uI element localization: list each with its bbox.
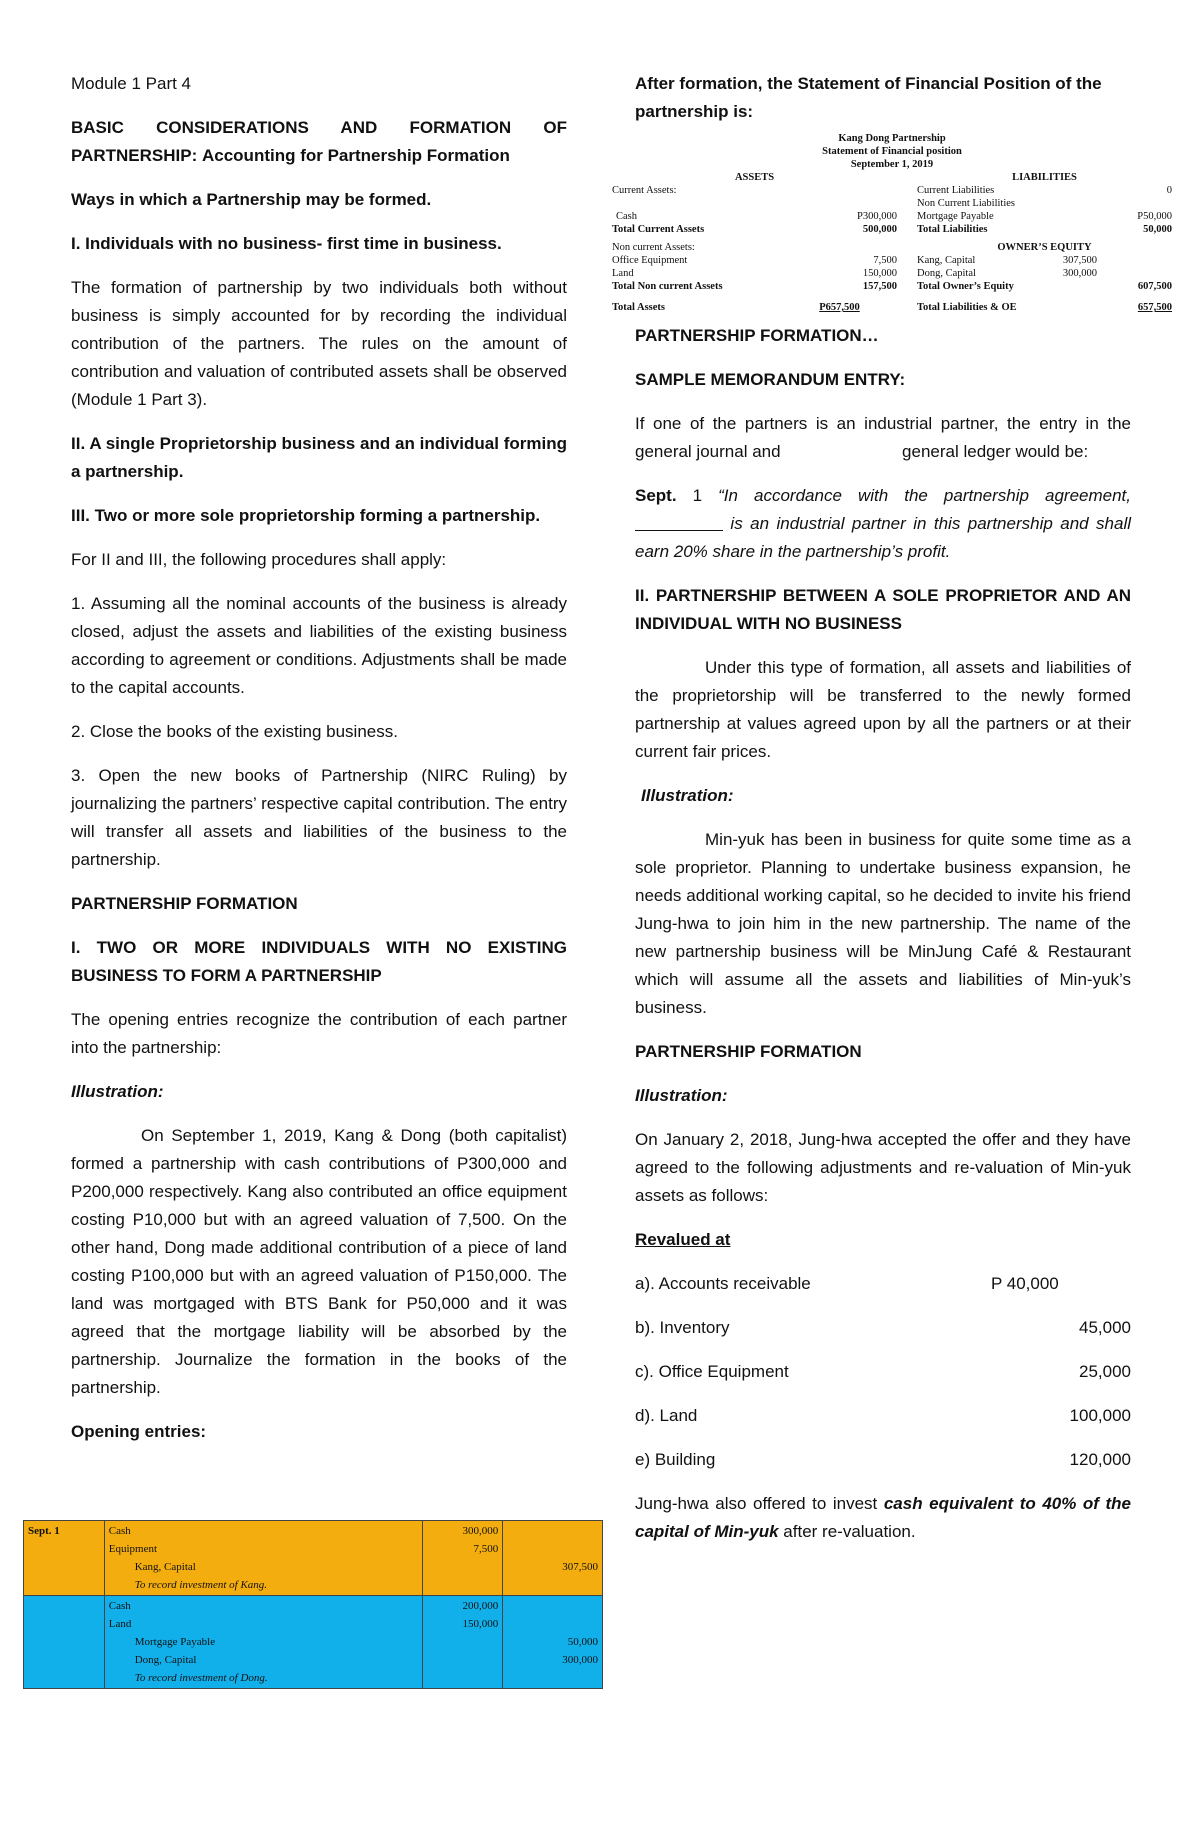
sfp-total-assets: Total Assets — [612, 302, 665, 313]
sept-label: Sept. — [635, 486, 677, 505]
journal-account: Mortgage Payable — [134, 1636, 216, 1648]
sfp-mortgage-amount: P50,000 — [1137, 211, 1172, 222]
sept-quote-b: is an industrial partner in this partnership and shall earn 20% share in the partnership’s profit. — [635, 514, 1131, 561]
sfp-total-current-assets: Total Current Assets — [612, 224, 705, 235]
heading-bold: BASIC CONSIDERATIONS AND FORMATION OF PARTNERSHIP: — [71, 118, 567, 165]
sfp-date: September 1, 2019 — [850, 159, 934, 170]
journal-accounts-kang — [104, 1521, 423, 1596]
sept-number: 1 — [676, 486, 719, 505]
journal-account: Kang, Capital — [134, 1561, 196, 1573]
illustration-label-2: Illustration: — [635, 1086, 728, 1105]
journal-account: Land — [108, 1618, 132, 1630]
procedures-intro: For II and III, the following procedures shall apply: — [71, 550, 447, 569]
journal-credits-dong — [503, 1596, 603, 1689]
partnership-formation-heading: PARTNERSHIP FORMATION — [71, 894, 298, 913]
right-column — [612, 70, 1172, 1562]
sfp-owners-equity-heading: OWNER’S EQUITY — [997, 242, 1092, 253]
memorandum-text-a: If one of the partners is an industrial partner, the entry in the general journal and — [635, 414, 1131, 461]
sfp-total-liabilities-oe-amount: 657,500 — [1137, 302, 1172, 313]
heading-rest: Accounting for Partnership Formation — [201, 146, 510, 165]
journal-debit: 300,000 — [462, 1525, 499, 1537]
after-formation-text: After formation, the Statement of Financial Position of the partnership is: — [635, 74, 1102, 121]
sfp-noncurrent-assets: Non current Assets: — [612, 242, 695, 253]
ways-heading: Ways in which a Partnership may be formed. — [71, 190, 432, 209]
revaluation-item — [635, 1314, 1131, 1342]
sfp-total-noncurrent-assets: Total Non current Assets — [612, 281, 723, 292]
revaluation-item — [635, 1446, 1131, 1474]
journal-credit: 50,000 — [567, 1636, 598, 1648]
statement-of-financial-position — [612, 132, 1172, 314]
final-text-c: after re-valuation. — [778, 1522, 916, 1541]
journal-debits-kang — [423, 1521, 503, 1596]
journal-row-dong — [24, 1596, 603, 1689]
revaluation-amount: 45,000 — [1079, 1318, 1131, 1337]
opening-text: The opening entries recognize the contribution of each partner into the partnership: — [71, 1010, 567, 1057]
final-text-a: Jung-hwa also offered to invest — [635, 1494, 884, 1513]
sfp-kang-capital: Kang, Capital — [917, 255, 976, 266]
blank-line — [635, 512, 723, 531]
sfp-kang-capital-amount: 307,500 — [1062, 255, 1097, 266]
revaluation-amount: 120,000 — [1069, 1450, 1131, 1469]
sfp-total-owners-equity-amount: 607,500 — [1137, 281, 1172, 292]
section2-heading-right: II. PARTNERSHIP BETWEEN A SOLE PROPRIETOR AND AN INDIVIDUAL WITH NO BUSINESS — [635, 586, 1131, 633]
minyuk-illustration-text: Min-yuk has been in business for quite some time as a sole proprietor. Planning to undertake business expansion, he needs additional working capital, so he decided to invite his friend Jung-hwa to join him in the new partnership. The name of the new partnership business will be MinJung Café & Restaurant which will assume all the assets and liabilities of Min-yuk’s business. — [635, 830, 1131, 1017]
sfp-current-assets: Current Assets: — [612, 185, 677, 196]
journal-accounts-dong — [104, 1596, 423, 1689]
journal-debits-dong — [423, 1596, 503, 1689]
sfp-total-noncurrent-assets-amount: 157,500 — [862, 281, 897, 292]
procedure-2: 2. Close the books of the existing business. — [71, 722, 398, 741]
left-column — [71, 70, 567, 1462]
revaluation-label: c). Office Equipment — [635, 1362, 789, 1381]
final-text-b: cash equivalent to 40% of the capital of Min-yuk — [635, 1494, 1131, 1541]
sfp-statement-title: Statement of Financial position — [822, 146, 962, 157]
memorandum-text-b: general ledger would be: — [902, 442, 1089, 461]
revaluation-amount: P 40,000 — [991, 1274, 1059, 1293]
partnership-formation-subheading: I. TWO OR MORE INDIVIDUALS WITH NO EXISTING BUSINESS TO FORM A PARTNERSHIP — [71, 938, 567, 985]
journal-account: Cash — [108, 1525, 131, 1537]
sfp-office-equipment: Office Equipment — [612, 255, 688, 266]
sfp-noncurrent-liabilities: Non Current Liabilities — [917, 198, 1015, 209]
sfp-company: Kang Dong Partnership — [838, 133, 946, 144]
journal-account: Dong, Capital — [134, 1654, 197, 1666]
illustration-label: Illustration: — [71, 1082, 164, 1101]
sfp-cash: Cash — [616, 211, 637, 222]
section1-heading: I. Individuals with no business- first time in business. — [71, 234, 502, 253]
journal-credit: 307,500 — [562, 1561, 598, 1573]
sfp-dong-capital: Dong, Capital — [917, 268, 976, 279]
revaluation-amount: 25,000 — [1079, 1362, 1131, 1381]
journal-row-kang — [24, 1521, 603, 1596]
illustration-text: On September 1, 2019, Kang & Dong (both capitalist) formed a partnership with cash contributions of P300,000 and P200,000 respectively. Kang also contributed an office equipment costing P10,000 but with an agreed valuation of 7,500. On the other hand, Dong made additional contribution of a piece of land costing P100,000 but with an agreed valuation of P150,000. The land was mortgaged with BTS Bank for P50,000 and it was agreed that the mortgage liability will be absorbed by the partnership. Journalize the formation in the books of the partnership. — [71, 1126, 567, 1397]
sfp-land-amount: 150,000 — [862, 268, 897, 279]
revaluation-label: a). Accounts receivable — [635, 1274, 811, 1293]
sfp-mortgage: Mortgage Payable — [917, 211, 994, 222]
journal-date: Sept. 1 — [24, 1521, 105, 1596]
procedure-3: 3. Open the new books of Partnership (NIRC Ruling) by journalizing the partners’ respective capital contribution. The entry will transfer all assets and liabilities of the business to the partnership. — [71, 766, 567, 869]
procedure-1: 1. Assuming all the nominal accounts of the business is already closed, adjust the assets and liabilities of the existing business according to agreement or conditions. Adjustments shall be made to the capital accounts. — [71, 594, 567, 697]
journal-debit: 150,000 — [462, 1618, 499, 1630]
journal-credits-kang — [503, 1521, 603, 1596]
sfp-table — [612, 171, 1172, 314]
sfp-dong-capital-amount: 300,000 — [1062, 268, 1097, 279]
sfp-total-liabilities-oe: Total Liabilities & OE — [917, 302, 1017, 313]
section2-text: Under this type of formation, all assets and liabilities of the proprietorship will be transferred to the newly formed partnership at values agreed upon by all the partners or at their current fair prices. — [635, 658, 1131, 761]
sfp-assets-heading: ASSETS — [734, 172, 775, 183]
partnership-formation-continued: PARTNERSHIP FORMATION… — [635, 326, 879, 345]
final-offer-text — [635, 1490, 1131, 1546]
revalued-heading: Revalued at — [635, 1230, 731, 1249]
sfp-current-liabilities: Current Liabilities — [917, 185, 995, 196]
sfp-office-equipment-amount: 7,500 — [873, 255, 897, 266]
revaluation-label: b). Inventory — [635, 1318, 730, 1337]
revaluation-label: e) Building — [635, 1450, 716, 1469]
journal-debit: 7,500 — [473, 1543, 499, 1555]
journal-debit: 200,000 — [462, 1600, 499, 1612]
sfp-total-liabilities-amount: 50,000 — [1143, 224, 1172, 235]
revaluation-amount: 100,000 — [1069, 1406, 1131, 1425]
sept-quote-a: “In accordance with the partnership agreement, — [718, 486, 1131, 505]
january-text: On January 2, 2018, Jung-hwa accepted the offer and they have agreed to the following adjustments and re-valuation of Min-yuk assets as follows: — [635, 1130, 1131, 1205]
revaluation-item — [635, 1402, 1131, 1430]
journal-memo: To record investment of Dong. — [134, 1672, 268, 1684]
sfp-land: Land — [612, 268, 634, 279]
sfp-current-liabilities-amount: 0 — [1166, 185, 1172, 196]
sfp-total-current-assets-amount: 500,000 — [862, 224, 897, 235]
revaluation-item — [635, 1270, 1131, 1298]
memorandum-heading: SAMPLE MEMORANDUM ENTRY: — [635, 370, 906, 389]
module-title: Module 1 Part 4 — [71, 74, 192, 93]
sfp-total-assets-amount: P657,500 — [819, 302, 860, 313]
partnership-formation-heading-right: PARTNERSHIP FORMATION — [635, 1042, 862, 1061]
sfp-cash-amount: P300,000 — [857, 211, 897, 222]
revaluation-item — [635, 1358, 1131, 1386]
journal-account: Equipment — [108, 1543, 158, 1555]
section2-heading: II. A single Proprietorship business and an individual forming a partnership. — [71, 434, 567, 481]
section1-text: The formation of partnership by two individuals both without business is simply accounted for by recording the individual contribution of the partners. The rules on the amount of contribution and valuation of contributed assets shall be observed (Module 1 Part 3). — [71, 278, 567, 409]
opening-entries-label: Opening entries: — [71, 1422, 207, 1441]
sfp-total-liabilities: Total Liabilities — [917, 224, 988, 235]
sfp-liabilities-heading: LIABILITIES — [1012, 172, 1077, 183]
sept-entry — [635, 482, 1131, 566]
revaluation-label: d). Land — [635, 1406, 698, 1425]
journal-entries-table — [23, 1520, 603, 1689]
sfp-total-owners-equity: Total Owner’s Equity — [917, 281, 1014, 292]
illustration-label-right: Illustration: — [641, 786, 734, 805]
journal-account: Cash — [108, 1600, 131, 1612]
journal-credit: 300,000 — [562, 1654, 598, 1666]
journal-memo: To record investment of Kang. — [134, 1579, 268, 1591]
section3-heading: III. Two or more sole proprietorship forming a partnership. — [71, 506, 541, 525]
document-heading — [71, 114, 567, 170]
memorandum-text — [635, 410, 1131, 466]
